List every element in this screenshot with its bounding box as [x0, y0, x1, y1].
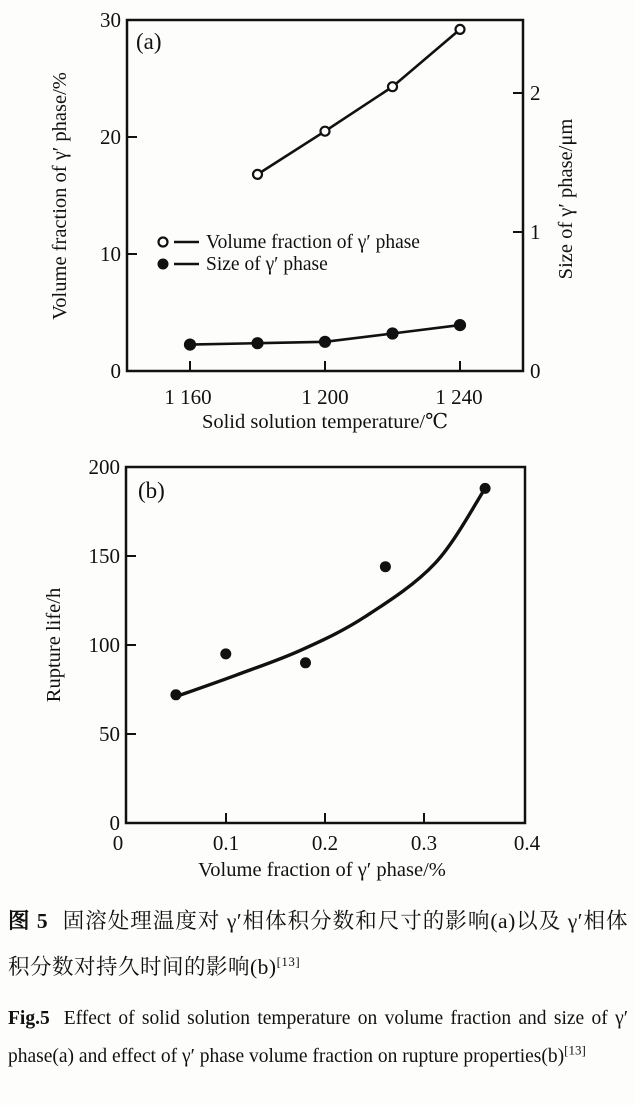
ytick-a-right-2: 2 — [530, 81, 541, 105]
ytick-a-left-20: 20 — [100, 125, 121, 149]
x-axis-label-b: Volume fraction of γ′ phase/% — [198, 859, 446, 881]
data-point-open-circle — [456, 25, 465, 34]
data-point-filled-circle — [220, 648, 231, 659]
caption-zh — [8, 898, 628, 990]
caption-zh-text: 固溶处理温度对 γ′相体积分数和尺寸的影响(a)以及 γ′相体积分数对持久时间的影响(b) — [8, 909, 628, 979]
data-point-open-circle — [253, 170, 262, 179]
xtick-b-01: 0.1 — [212, 831, 240, 855]
x-axis-label-a: Solid solution temperature/℃ — [201, 411, 449, 433]
caption-en-text: Effect of solid solution temperature on volume fraction and size of γ′ phase(a) and effect of γ′ phase volume fraction on rupture properties(b) — [8, 1008, 628, 1067]
caption-zh-ref: [13] — [276, 953, 301, 969]
ytick-a-left-10: 10 — [100, 242, 121, 266]
series-group-a — [185, 25, 465, 350]
x-ticks-a — [190, 361, 460, 371]
caption-zh-tag: 图 5 — [8, 909, 49, 933]
xtick-a-1200: 1 200 — [301, 385, 349, 409]
series-line-volume-fraction — [258, 29, 461, 174]
data-point-open-circle — [388, 82, 397, 91]
y-left-ticks-a — [127, 137, 137, 254]
data-point-filled-circle — [185, 340, 195, 350]
panel-label-b: (b) — [138, 478, 165, 503]
ytick-b-100: 100 — [88, 633, 120, 657]
y-ticks-b — [126, 556, 136, 734]
ytick-a-right-0: 0 — [530, 359, 541, 383]
data-point-filled-circle — [380, 561, 391, 572]
legend-filled-circle-marker — [158, 259, 168, 269]
data-point-filled-circle — [455, 320, 465, 330]
ytick-b-50: 50 — [99, 722, 120, 746]
ytick-a-left-30: 30 — [100, 8, 121, 32]
ytick-a-right-1: 1 — [530, 220, 541, 244]
xtick-b-02: 0.2 — [311, 831, 339, 855]
xtick-b-0: 0 — [112, 831, 124, 855]
data-point-filled-circle — [253, 338, 263, 348]
xtick-b-04: 0.4 — [513, 831, 541, 855]
y-right-axis-label-a: Size of γ′ phase/μm — [555, 118, 577, 280]
y-left-axis-label-a: Volume fraction of γ′ phase/% — [49, 72, 71, 320]
legend-open-circle-marker — [159, 238, 168, 247]
xtick-a-1160: 1 160 — [164, 385, 212, 409]
y-right-ticks-a — [513, 93, 523, 232]
ytick-b-0: 0 — [109, 811, 120, 835]
legend-a — [158, 232, 420, 275]
y-axis-label-b: Rupture life/h — [43, 587, 65, 703]
trend-curve — [176, 488, 485, 696]
series-group-b — [170, 483, 490, 700]
ytick-b-200: 200 — [88, 455, 120, 479]
data-point-filled-circle — [480, 483, 491, 494]
ytick-b-150: 150 — [88, 544, 120, 568]
plot-border-a — [127, 20, 523, 371]
legend-label-size: Size of γ′ phase — [206, 254, 328, 275]
legend-label-volume-fraction: Volume fraction of γ′ phase — [206, 232, 420, 253]
caption-en-tag: Fig.5 — [8, 1008, 50, 1029]
data-point-filled-circle — [170, 689, 181, 700]
figure-caption — [8, 898, 628, 1076]
chart-a — [0, 0, 635, 445]
caption-en — [8, 1000, 628, 1076]
xtick-b-03: 0.3 — [410, 831, 438, 855]
panel-label-a: (a) — [136, 29, 162, 54]
chart-b — [0, 445, 635, 895]
data-point-filled-circle — [320, 337, 330, 347]
xtick-a-1240: 1 240 — [435, 385, 483, 409]
x-ticks-b — [226, 813, 424, 823]
data-point-open-circle — [321, 127, 330, 136]
ytick-a-left-0: 0 — [110, 359, 121, 383]
data-point-filled-circle — [388, 329, 398, 339]
caption-en-ref: [13] — [564, 1042, 586, 1058]
data-point-filled-circle — [300, 657, 311, 668]
